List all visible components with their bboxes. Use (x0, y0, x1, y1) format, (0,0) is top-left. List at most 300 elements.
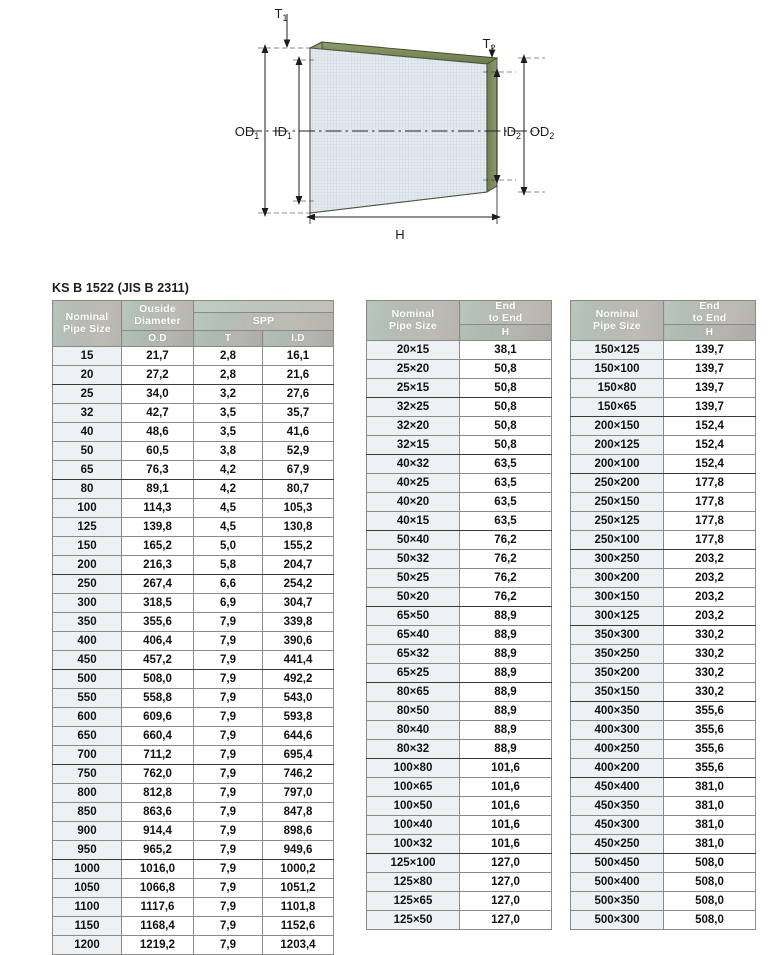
cell-nominal-pipe-size: 500×450 (571, 854, 664, 873)
table-row (53, 518, 334, 537)
cell-nominal-pipe-size: 100×65 (367, 778, 460, 797)
cell-nominal-pipe-size: 40 (53, 423, 122, 442)
cell-nominal-pipe-size: 125×100 (367, 854, 460, 873)
table-row (571, 759, 756, 778)
table-row (53, 689, 334, 708)
cell-value: 355,6 (664, 702, 756, 721)
cell-value: 50,8 (460, 398, 552, 417)
cell-nominal-pipe-size: 350×150 (571, 683, 664, 702)
cell-value: 203,2 (664, 588, 756, 607)
cell-value: 7,9 (194, 689, 263, 708)
table-row (571, 379, 756, 398)
cell-value: 1000,2 (263, 860, 334, 879)
table-row (367, 341, 552, 360)
cell-nominal-pipe-size: 950 (53, 841, 122, 860)
cell-nominal-pipe-size: 500×300 (571, 911, 664, 930)
cell-value: 63,5 (460, 455, 552, 474)
cell-nominal-pipe-size: 150×80 (571, 379, 664, 398)
cell-value: 216,3 (122, 556, 194, 575)
table-row (53, 385, 334, 404)
cell-value: 60,5 (122, 442, 194, 461)
cell-value: 101,6 (460, 816, 552, 835)
cell-nominal-pipe-size: 200×125 (571, 436, 664, 455)
header-line-2: Pipe Size (389, 319, 437, 332)
cell-value: 130,8 (263, 518, 334, 537)
table-row (53, 613, 334, 632)
cell-value: 914,4 (122, 822, 194, 841)
cell-value: 101,6 (460, 759, 552, 778)
table-ete-1-header (367, 301, 552, 341)
cell-value: 6,6 (194, 575, 263, 594)
cell-nominal-pipe-size: 20×15 (367, 341, 460, 360)
table-row (53, 347, 334, 366)
table-row (53, 366, 334, 385)
table-row (53, 898, 334, 917)
table-row (53, 651, 334, 670)
cell-value: 508,0 (664, 854, 756, 873)
table-ete-2-header (571, 301, 756, 341)
label-id1: $ID_1$ (273, 124, 293, 141)
table-row (571, 398, 756, 417)
cell-nominal-pipe-size: 150×125 (571, 341, 664, 360)
table-row (571, 588, 756, 607)
table-row (571, 911, 756, 930)
table-row (571, 683, 756, 702)
cell-value: 139,7 (664, 341, 756, 360)
cell-value: 101,6 (460, 835, 552, 854)
cell-value: 88,9 (460, 740, 552, 759)
cell-value: 660,4 (122, 727, 194, 746)
table-row (367, 873, 552, 892)
cell-value: 42,7 (122, 404, 194, 423)
cell-value: 7,9 (194, 898, 263, 917)
table-row (571, 873, 756, 892)
table-row (571, 626, 756, 645)
cell-nominal-pipe-size: 25×20 (367, 360, 460, 379)
table-row (53, 442, 334, 461)
cell-nominal-pipe-size: 1150 (53, 917, 122, 936)
header-line-2: to End (692, 311, 727, 324)
cell-nominal-pipe-size: 200×150 (571, 417, 664, 436)
table-row (53, 594, 334, 613)
table-row (367, 797, 552, 816)
header-id: I.D (263, 331, 334, 347)
table-row (53, 841, 334, 860)
cell-nominal-pipe-size: 700 (53, 746, 122, 765)
table-row (53, 746, 334, 765)
cell-nominal-pipe-size: 65 (53, 461, 122, 480)
cell-nominal-pipe-size: 125 (53, 518, 122, 537)
cell-value: 80,7 (263, 480, 334, 499)
cell-value: 508,0 (122, 670, 194, 689)
cell-nominal-pipe-size: 125×65 (367, 892, 460, 911)
cell-nominal-pipe-size: 400×350 (571, 702, 664, 721)
cell-value: 381,0 (664, 835, 756, 854)
cell-value: 1051,2 (263, 879, 334, 898)
table-row (53, 404, 334, 423)
cell-nominal-pipe-size: 250×150 (571, 493, 664, 512)
cell-value: 4,5 (194, 499, 263, 518)
cell-nominal-pipe-size: 65×40 (367, 626, 460, 645)
cell-nominal-pipe-size: 25 (53, 385, 122, 404)
cell-nominal-pipe-size: 350 (53, 613, 122, 632)
cell-nominal-pipe-size: 550 (53, 689, 122, 708)
cell-nominal-pipe-size: 500 (53, 670, 122, 689)
table-row (571, 493, 756, 512)
cell-nominal-pipe-size: 40×20 (367, 493, 460, 512)
cell-value: 67,9 (263, 461, 334, 480)
table-row (367, 512, 552, 531)
cell-value: 139,7 (664, 360, 756, 379)
cell-value: 76,2 (460, 550, 552, 569)
cell-nominal-pipe-size: 800 (53, 784, 122, 803)
cell-nominal-pipe-size: 125×50 (367, 911, 460, 930)
cell-nominal-pipe-size: 300 (53, 594, 122, 613)
cell-value: 76,3 (122, 461, 194, 480)
table-row (367, 360, 552, 379)
cell-nominal-pipe-size: 50 (53, 442, 122, 461)
cell-value: 609,6 (122, 708, 194, 727)
cell-value: 593,8 (263, 708, 334, 727)
cell-value: 267,4 (122, 575, 194, 594)
cell-nominal-pipe-size: 350×250 (571, 645, 664, 664)
header-outside-diameter (122, 301, 194, 331)
cell-value: 177,8 (664, 493, 756, 512)
header-nominal-pipe-size (53, 301, 122, 347)
cell-value: 508,0 (664, 892, 756, 911)
cell-value: 3,8 (194, 442, 263, 461)
cell-value: 304,7 (263, 594, 334, 613)
cell-value: 7,9 (194, 879, 263, 898)
table-row (571, 664, 756, 683)
header-t: T (194, 331, 263, 347)
cell-nominal-pipe-size: 250×100 (571, 531, 664, 550)
table-row (571, 835, 756, 854)
cell-nominal-pipe-size: 450 (53, 651, 122, 670)
cell-value: 165,2 (122, 537, 194, 556)
cell-value: 139,8 (122, 518, 194, 537)
header-spacer (194, 301, 334, 313)
label-t2: $T_2$ (482, 36, 496, 53)
header-line-1: End (495, 300, 516, 312)
cell-value: 330,2 (664, 645, 756, 664)
header-nominal-pipe-size (367, 301, 460, 341)
cell-value: 7,9 (194, 803, 263, 822)
table-row (571, 778, 756, 797)
cell-value: 3,2 (194, 385, 263, 404)
cell-value: 114,3 (122, 499, 194, 518)
cell-value: 711,2 (122, 746, 194, 765)
cell-nominal-pipe-size: 100×40 (367, 816, 460, 835)
cell-value: 7,9 (194, 727, 263, 746)
cell-nominal-pipe-size: 1000 (53, 860, 122, 879)
cell-nominal-pipe-size: 80×40 (367, 721, 460, 740)
cell-value: 7,9 (194, 765, 263, 784)
cell-nominal-pipe-size: 400×200 (571, 759, 664, 778)
table-row (571, 702, 756, 721)
cell-value: 88,9 (460, 702, 552, 721)
cell-nominal-pipe-size: 250×200 (571, 474, 664, 493)
table-row (571, 645, 756, 664)
table-row (571, 436, 756, 455)
cell-value: 381,0 (664, 778, 756, 797)
cell-value: 105,3 (263, 499, 334, 518)
table-row (571, 550, 756, 569)
cell-nominal-pipe-size: 200×100 (571, 455, 664, 474)
cell-value: 508,0 (664, 911, 756, 930)
label-id2: $ID_2$ (502, 124, 522, 141)
table-row (53, 708, 334, 727)
cell-nominal-pipe-size: 65×50 (367, 607, 460, 626)
cell-nominal-pipe-size: 65×32 (367, 645, 460, 664)
cell-value: 177,8 (664, 474, 756, 493)
table-row (367, 759, 552, 778)
cell-value: 7,9 (194, 936, 263, 955)
cell-value: 7,9 (194, 822, 263, 841)
cell-value: 76,2 (460, 588, 552, 607)
cell-value: 203,2 (664, 607, 756, 626)
cell-nominal-pipe-size: 40×32 (367, 455, 460, 474)
cell-value: 21,6 (263, 366, 334, 385)
cell-value: 89,1 (122, 480, 194, 499)
cell-value: 558,8 (122, 689, 194, 708)
cell-value: 50,8 (460, 436, 552, 455)
cell-nominal-pipe-size: 250×125 (571, 512, 664, 531)
table-row (53, 860, 334, 879)
table-row (53, 537, 334, 556)
table-row (367, 911, 552, 930)
cell-nominal-pipe-size: 32×15 (367, 436, 460, 455)
header-line-1: Nominal (391, 308, 435, 320)
cell-nominal-pipe-size: 350×200 (571, 664, 664, 683)
table-row (367, 531, 552, 550)
cell-nominal-pipe-size: 450×350 (571, 797, 664, 816)
cell-value: 7,9 (194, 784, 263, 803)
header-spp: SPP (194, 313, 334, 331)
table-row (367, 474, 552, 493)
cell-value: 204,7 (263, 556, 334, 575)
cell-nominal-pipe-size: 80×32 (367, 740, 460, 759)
cell-nominal-pipe-size: 300×150 (571, 588, 664, 607)
cell-value: 457,2 (122, 651, 194, 670)
header-line-2: to End (488, 311, 523, 324)
cell-nominal-pipe-size: 150×100 (571, 360, 664, 379)
cell-value: 21,7 (122, 347, 194, 366)
cell-value: 2,8 (194, 366, 263, 385)
cell-value: 1101,8 (263, 898, 334, 917)
cell-value: 7,9 (194, 841, 263, 860)
table-row (367, 493, 552, 512)
cell-value: 543,0 (263, 689, 334, 708)
cell-value: 16,1 (263, 347, 334, 366)
cell-nominal-pipe-size: 400 (53, 632, 122, 651)
cell-value: 7,9 (194, 860, 263, 879)
table-row (367, 436, 552, 455)
cell-value: 203,2 (664, 569, 756, 588)
table-row (53, 499, 334, 518)
cell-nominal-pipe-size: 400×250 (571, 740, 664, 759)
table-row (571, 474, 756, 493)
table-row (571, 740, 756, 759)
cell-value: 88,9 (460, 607, 552, 626)
header-line-1: Nominal (595, 308, 639, 320)
cell-nominal-pipe-size: 450×250 (571, 835, 664, 854)
table-row (53, 765, 334, 784)
table-row (53, 670, 334, 689)
cell-nominal-pipe-size: 80×50 (367, 702, 460, 721)
cell-value: 1152,6 (263, 917, 334, 936)
cell-value: 7,9 (194, 708, 263, 727)
cell-value: 101,6 (460, 797, 552, 816)
table-row (53, 556, 334, 575)
cell-nominal-pipe-size: 50×25 (367, 569, 460, 588)
table-row (367, 740, 552, 759)
cell-value: 7,9 (194, 670, 263, 689)
cell-value: 63,5 (460, 474, 552, 493)
table-row (571, 360, 756, 379)
cell-value: 355,6 (664, 721, 756, 740)
end-to-end-table-small (366, 300, 552, 930)
reducer-diagram-svg (0, 0, 780, 265)
cell-value: 898,6 (263, 822, 334, 841)
header-nominal-pipe-size (571, 301, 664, 341)
cell-value: 50,8 (460, 360, 552, 379)
cell-nominal-pipe-size: 65×25 (367, 664, 460, 683)
table-row (53, 936, 334, 955)
cell-value: 34,0 (122, 385, 194, 404)
cell-value: 7,9 (194, 746, 263, 765)
label-od2: $OD_2$ (529, 124, 555, 141)
table-row (571, 341, 756, 360)
table-row (571, 607, 756, 626)
cell-value: 355,6 (664, 740, 756, 759)
cell-nominal-pipe-size: 350×300 (571, 626, 664, 645)
cell-nominal-pipe-size: 300×125 (571, 607, 664, 626)
cell-value: 139,7 (664, 398, 756, 417)
table-row (571, 721, 756, 740)
cell-value: 76,2 (460, 569, 552, 588)
cell-nominal-pipe-size: 25×15 (367, 379, 460, 398)
cell-value: 492,2 (263, 670, 334, 689)
cell-nominal-pipe-size: 20 (53, 366, 122, 385)
table-row (367, 379, 552, 398)
cell-value: 355,6 (122, 613, 194, 632)
table-row (53, 822, 334, 841)
table-row (571, 455, 756, 474)
table-row (367, 702, 552, 721)
cell-value: 27,2 (122, 366, 194, 385)
cell-value: 76,2 (460, 531, 552, 550)
table-spp-header (53, 301, 334, 347)
cell-value: 7,9 (194, 651, 263, 670)
cell-value: 965,2 (122, 841, 194, 860)
cell-value: 88,9 (460, 721, 552, 740)
cell-nominal-pipe-size: 250 (53, 575, 122, 594)
cell-nominal-pipe-size: 100×50 (367, 797, 460, 816)
table-row (53, 461, 334, 480)
cell-nominal-pipe-size: 750 (53, 765, 122, 784)
table-row (367, 607, 552, 626)
cell-nominal-pipe-size: 900 (53, 822, 122, 841)
header-od: O.D (122, 331, 194, 347)
cell-value: 50,8 (460, 379, 552, 398)
cell-value: 88,9 (460, 664, 552, 683)
table-row (53, 423, 334, 442)
cell-value: 762,0 (122, 765, 194, 784)
cell-value: 41,6 (263, 423, 334, 442)
cell-nominal-pipe-size: 300×250 (571, 550, 664, 569)
table-ete-2-body (571, 341, 756, 930)
cell-nominal-pipe-size: 450×300 (571, 816, 664, 835)
cell-value: 88,9 (460, 626, 552, 645)
cell-nominal-pipe-size: 1050 (53, 879, 122, 898)
label-h: H (395, 227, 405, 242)
cell-value: 152,4 (664, 455, 756, 474)
table-row (367, 645, 552, 664)
cell-value: 797,0 (263, 784, 334, 803)
pipe-outside-diameter-table (52, 300, 334, 955)
cell-nominal-pipe-size: 500×400 (571, 873, 664, 892)
cell-value: 35,7 (263, 404, 334, 423)
header-h: H (460, 325, 552, 341)
cell-nominal-pipe-size: 40×15 (367, 512, 460, 531)
cell-nominal-pipe-size: 32×25 (367, 398, 460, 417)
end-to-end-table-large (570, 300, 756, 930)
header-line-1: Nominal (65, 311, 109, 323)
reducer-diagram (0, 0, 780, 265)
label-t1: $T_1$ (274, 6, 288, 23)
cell-value: 152,4 (664, 436, 756, 455)
table-row (367, 892, 552, 911)
cell-value: 2,8 (194, 347, 263, 366)
table-row (367, 664, 552, 683)
header-h: H (664, 325, 756, 341)
cell-value: 847,8 (263, 803, 334, 822)
table-row (367, 569, 552, 588)
cell-value: 127,0 (460, 873, 552, 892)
table-row (367, 417, 552, 436)
header-end-to-end (664, 301, 756, 325)
table-row (367, 683, 552, 702)
cell-nominal-pipe-size: 650 (53, 727, 122, 746)
cell-value: 1203,4 (263, 936, 334, 955)
table-row (367, 550, 552, 569)
cell-value: 254,2 (263, 575, 334, 594)
table-row (367, 816, 552, 835)
cell-value: 330,2 (664, 664, 756, 683)
table-row (367, 455, 552, 474)
table-ete-1-body (367, 341, 552, 930)
cell-value: 695,4 (263, 746, 334, 765)
cell-value: 508,0 (664, 873, 756, 892)
table-row (53, 727, 334, 746)
cell-value: 27,6 (263, 385, 334, 404)
table-row (53, 632, 334, 651)
cell-nominal-pipe-size: 40×25 (367, 474, 460, 493)
table-row (53, 480, 334, 499)
table-row (367, 778, 552, 797)
cell-nominal-pipe-size: 150 (53, 537, 122, 556)
cell-value: 1168,4 (122, 917, 194, 936)
cell-nominal-pipe-size: 15 (53, 347, 122, 366)
cell-value: 52,9 (263, 442, 334, 461)
table-row (53, 575, 334, 594)
cell-value: 1219,2 (122, 936, 194, 955)
cell-nominal-pipe-size: 1200 (53, 936, 122, 955)
table-row (571, 816, 756, 835)
cell-value: 4,2 (194, 480, 263, 499)
cell-nominal-pipe-size: 500×350 (571, 892, 664, 911)
